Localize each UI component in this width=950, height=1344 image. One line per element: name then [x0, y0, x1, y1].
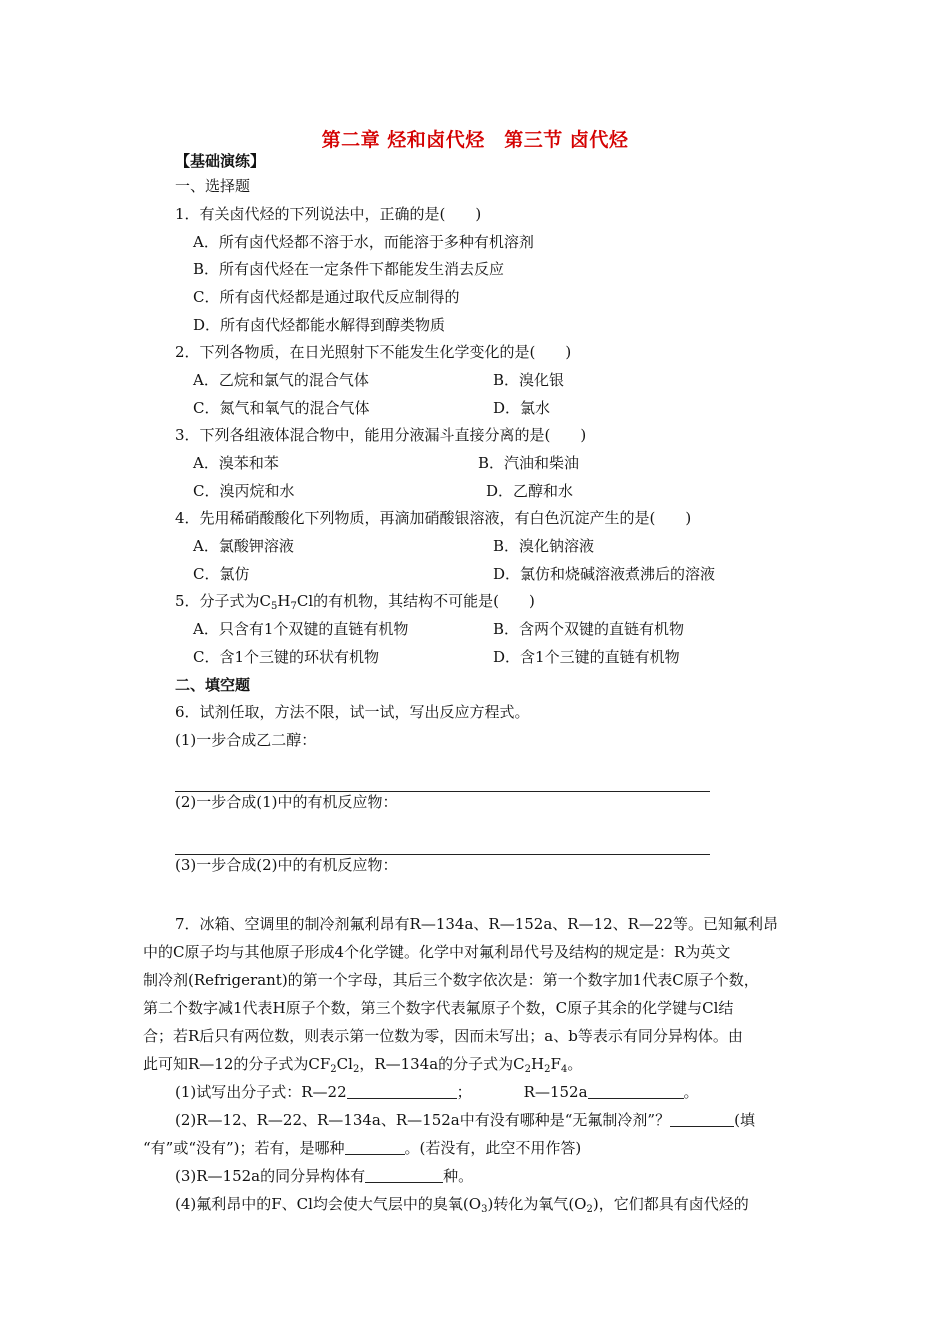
section-basic-heading: 【基础演练】 — [175, 152, 266, 170]
q7-sub-4: (4)氟利昂中的F、Cl均会使大气层中的臭氧$(O_3)$转化为氧气$(O_2)$，它们都具有卤代烃的 — [175, 1195, 749, 1215]
blank-has-fluorine-free[interactable] — [670, 1112, 734, 1127]
q6-stem: 6．试剂任取，方法不限，试一试，写出反应方程式。 — [175, 703, 530, 721]
q7-line-1: 7．冰箱、空调里的制冷剂氟利昂有R—134a、R—152a、R—12、R—22等。已知氟利昂 — [175, 915, 779, 933]
q1-option-b: B．所有卤代烃在一定条件下都能发生消去反应 — [193, 260, 505, 278]
q3-stem: 3．下列各组液体混合物中，能用分液漏斗直接分离的是( ) — [175, 426, 587, 444]
blank-r22-formula[interactable] — [347, 1084, 457, 1099]
q6-part-1: (1)一步合成乙二醇： — [175, 731, 317, 749]
q7-line-6: 此可知R—12的分子式为$CF_2Cl_2$，R—134a的分子式为$C_2H_2F_4$。 — [143, 1055, 583, 1075]
q5-option-a: A．只含有1个双键的直链有机物 — [193, 620, 409, 638]
q2-option-b: B．溴化银 — [493, 371, 565, 389]
q1-stem: 1．有关卤代烃的下列说法中，正确的是( ) — [175, 205, 482, 223]
q2-option-d: D．氯水 — [493, 399, 551, 417]
q7-line-2: 中的C原子均与其他原子形成4个化学键。化学中对氟利昂代号及结构的规定是：R为英文 — [143, 943, 731, 961]
q7-sub-3: (3)R—152a的同分异构体有 种。 — [175, 1167, 474, 1185]
q3-option-b: B．汽油和柴油 — [478, 454, 580, 472]
q7-sub-2: (2)R—12、R—22、R—134a、R—152a中有没有哪种是“无氟制冷剂”？ (填 — [175, 1111, 755, 1129]
q4-option-d: D．氯仿和烧碱溶液煮沸后的溶液 — [493, 565, 716, 583]
q4-option-b: B．溴化钠溶液 — [493, 537, 595, 555]
q3-option-c: C．溴丙烷和水 — [193, 482, 295, 500]
q3-option-a: A．溴苯和苯 — [193, 454, 279, 472]
q3-option-d: D．乙醇和水 — [486, 482, 574, 500]
part2-heading: 二、填空题 — [175, 676, 251, 694]
q4-option-c: C．氯仿 — [193, 565, 250, 583]
q5-option-d: D．含1个三键的直链有机物 — [493, 648, 680, 666]
q7-sub-1: (1)试写出分子式：R—22 ； R—152a 。 — [175, 1083, 699, 1101]
blank-r152a-formula[interactable] — [588, 1084, 684, 1099]
blank-which-one[interactable] — [345, 1140, 405, 1155]
q7-sub-2-cont: “有”或“没有”)；若有，是哪种 。(若没有，此空不用作答) — [143, 1139, 582, 1157]
q5-option-c: C．含1个三键的环状有机物 — [193, 648, 380, 666]
q2-option-c: C．氮气和氧气的混合气体 — [193, 399, 370, 417]
q2-stem: 2．下列各物质，在日光照射下不能发生化学变化的是( ) — [175, 343, 572, 361]
q6-part-2: (2)一步合成(1)中的有机反应物： — [175, 793, 398, 811]
q7-line-5: 合；若R后只有两位数，则表示第一位数为零，因而未写出；a、b等表示有同分异构体。由 — [143, 1027, 743, 1045]
q2-option-a: A．乙烷和氯气的混合气体 — [193, 371, 369, 389]
part1-heading: 一、选择题 — [175, 177, 251, 195]
q4-option-a: A．氯酸钾溶液 — [193, 537, 294, 555]
q1-option-d: D．所有卤代烃都能水解得到醇类物质 — [193, 316, 446, 334]
q5-option-b: B．含两个双键的直链有机物 — [493, 620, 685, 638]
q4-stem: 4．先用稀硝酸酸化下列物质，再滴加硝酸银溶液，有白色沉淀产生的是( ) — [175, 509, 692, 527]
blank-isomer-count[interactable] — [365, 1168, 443, 1183]
q7-line-4: 第二个数字减1代表H原子个数，第三个数字代表氟原子个数，C原子其余的化学键与Cl结 — [143, 999, 734, 1017]
q7-line-3: 制冷剂(Refrigerant)的第一个字母，其后三个数字依次是：第一个数字加1代表C原子个数， — [143, 971, 759, 989]
q1-option-c: C．所有卤代烃都是通过取代反应制得的 — [193, 288, 460, 306]
q6-part-3: (3)一步合成(2)中的有机反应物： — [175, 856, 398, 874]
page-title: 第二章 烃和卤代烃 第三节 卤代烃 — [321, 129, 629, 151]
q1-option-a: A．所有卤代烃都不溶于水，而能溶于多种有机溶剂 — [193, 233, 534, 251]
q5-stem: 5．分子式为$C_5H_7Cl$的有机物，其结构不可能是( ) — [175, 592, 535, 612]
